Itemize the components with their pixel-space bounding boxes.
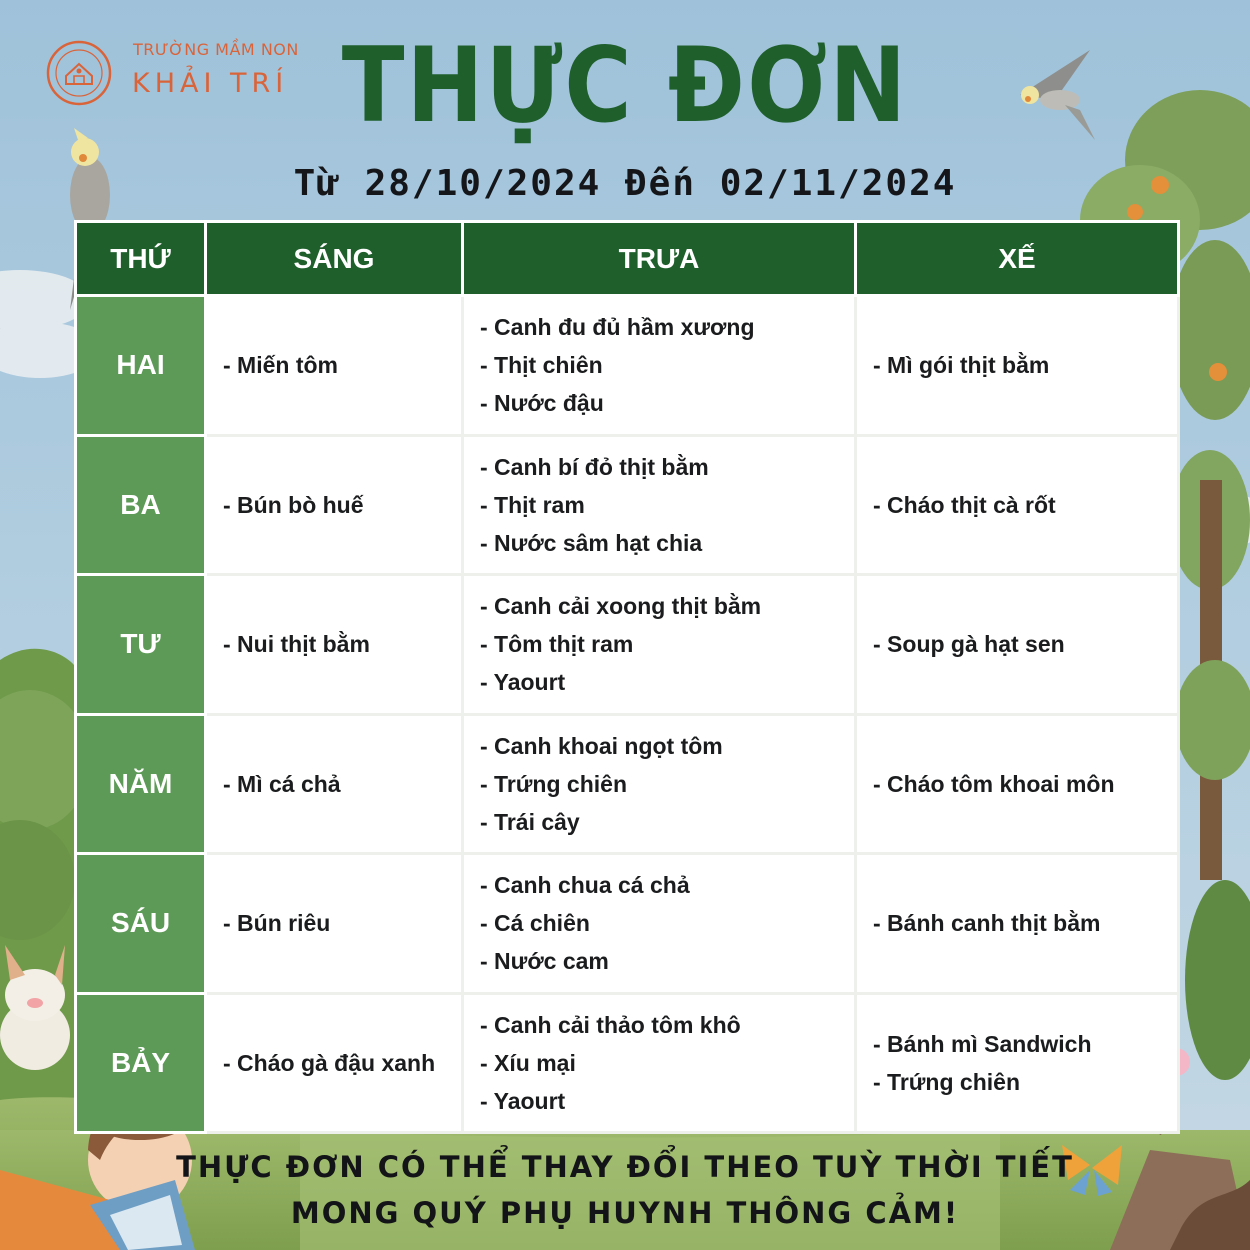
lunch-cell: [463, 854, 856, 994]
menu-item: - Bún bò huế: [223, 491, 364, 518]
morning-cell: [206, 575, 463, 715]
page-title: THỰC ĐƠN: [341, 26, 909, 146]
menu-item: - Thịt ram: [480, 491, 585, 518]
day-cell: BA: [76, 435, 206, 575]
menu-item: - Cháo gà đậu xanh: [223, 1049, 436, 1076]
table-row: [76, 854, 1179, 994]
menu-item: - Nước đậu: [480, 390, 604, 417]
menu-item: - Trứng chiên: [873, 1068, 1020, 1095]
header-day: THỨ: [76, 222, 206, 296]
menu-item: - Mì cá chả: [223, 770, 341, 797]
afternoon-cell: [856, 854, 1179, 994]
day-cell: HAI: [76, 296, 206, 436]
menu-item: - Cá chiên: [480, 910, 590, 937]
footer-notice: THỰC ĐƠN CÓ THỂ THAY ĐỔI THEO TUỲ THỜI TIẾT: [176, 1150, 1074, 1184]
lunch-cell: [463, 993, 856, 1133]
school-name: KHẢI TRÍ: [132, 68, 289, 99]
menu-item: - Thịt chiên: [480, 352, 603, 379]
menu-item: - Nui thịt bằm: [223, 631, 370, 658]
menu-item: - Nước cam: [480, 948, 609, 975]
menu-item: - Cháo thịt cà rốt: [873, 491, 1056, 518]
menu-item: - Bánh canh thịt bằm: [873, 910, 1101, 937]
table-row: [76, 575, 1179, 715]
menu-item: - Trứng chiên: [480, 770, 627, 797]
table-row: [76, 296, 1179, 436]
morning-cell: [206, 296, 463, 436]
footer-apology: MONG QUÝ PHỤ HUYNH THÔNG CẢM!: [290, 1196, 960, 1230]
lunch-cell: [463, 714, 856, 854]
menu-item: - Canh cải thảo tôm khô: [480, 1011, 741, 1038]
afternoon-cell: [856, 435, 1179, 575]
menu-item: - Tôm thịt ram: [480, 631, 634, 658]
menu-item: - Canh chua cá chả: [480, 872, 690, 899]
afternoon-cell: [856, 296, 1179, 436]
menu-item: - Yaourt: [480, 669, 566, 696]
day-cell: TƯ: [76, 575, 206, 715]
afternoon-cell: [856, 575, 1179, 715]
menu-item: - Bánh mì Sandwich: [873, 1030, 1092, 1057]
table-header-row: [76, 222, 1179, 296]
lunch-cell: [463, 435, 856, 575]
header-morning: SÁNG: [206, 222, 463, 296]
afternoon-cell: [856, 993, 1179, 1133]
menu-item: - Yaourt: [480, 1087, 566, 1114]
menu-item: - Xíu mại: [480, 1049, 576, 1076]
date-range: Từ 28/10/2024 Đến 02/11/2024: [293, 163, 957, 204]
school-type: TRƯỜNG MẦM NON: [133, 40, 299, 59]
menu-item: - Trái cây: [480, 808, 580, 835]
lunch-cell: [463, 575, 856, 715]
menu-item: - Miến tôm: [223, 352, 338, 379]
table-row: [76, 714, 1179, 854]
menu-item: - Cháo tôm khoai môn: [873, 770, 1115, 797]
menu-item: - Canh đu đủ hầm xương: [480, 314, 755, 341]
day-cell: BẢY: [76, 993, 206, 1133]
menu-table: [74, 220, 1180, 1134]
day-cell: SÁU: [76, 854, 206, 994]
menu-item: - Nước sâm hạt chia: [480, 529, 703, 556]
menu-item: - Mì gói thịt bằm: [873, 352, 1050, 379]
menu-item: - Soup gà hạt sen: [873, 631, 1065, 658]
lunch-cell: [463, 296, 856, 436]
menu-item: - Canh bí đỏ thịt bằm: [480, 453, 709, 480]
table-row: [76, 435, 1179, 575]
menu-item: - Bún riêu: [223, 910, 331, 937]
morning-cell: [206, 993, 463, 1133]
morning-cell: [206, 435, 463, 575]
header-afternoon: XẾ: [856, 222, 1179, 296]
menu-item: - Canh cải xoong thịt bằm: [480, 593, 762, 620]
morning-cell: [206, 714, 463, 854]
table-row: [76, 993, 1179, 1133]
morning-cell: [206, 854, 463, 994]
menu-item: - Canh khoai ngọt tôm: [480, 732, 723, 759]
header-lunch: TRƯA: [463, 222, 856, 296]
day-cell: NĂM: [76, 714, 206, 854]
afternoon-cell: [856, 714, 1179, 854]
